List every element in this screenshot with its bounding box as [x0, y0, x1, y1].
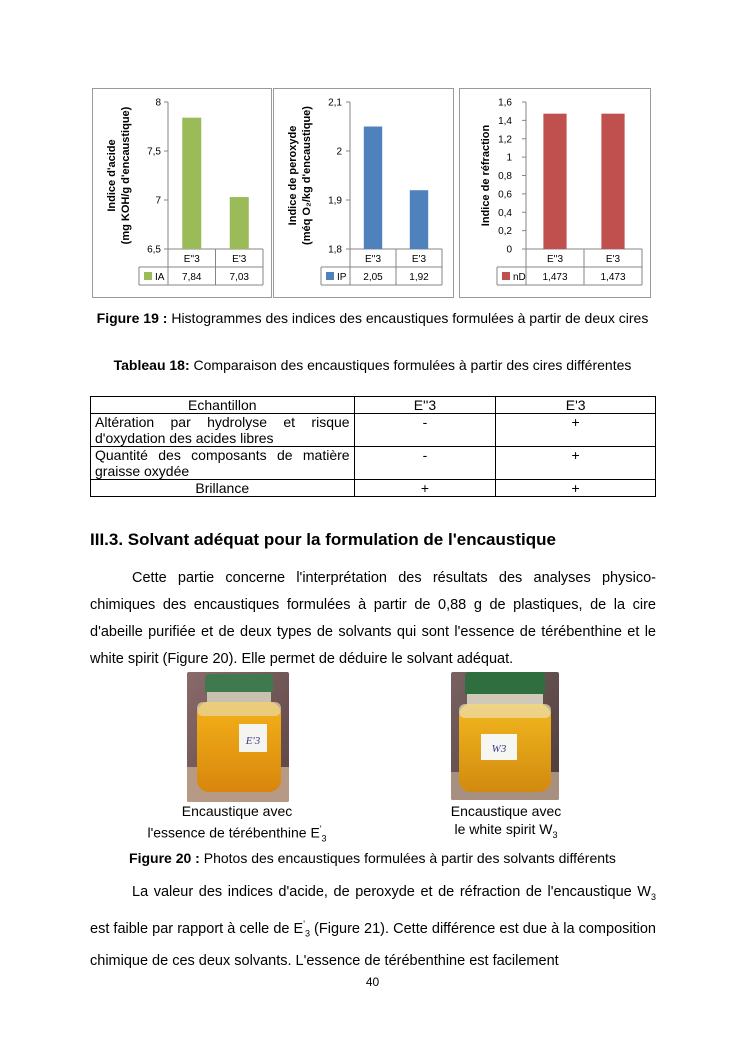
chart-peroxide-svg: [274, 89, 453, 297]
legend-series-label: IP: [337, 272, 347, 283]
chart-refraction-index: [459, 88, 651, 298]
category-label: E'3: [411, 254, 427, 265]
y-tick-label: 2: [336, 146, 342, 158]
table-cell: +: [354, 480, 496, 497]
table-header-row: [91, 397, 656, 414]
table-cell: -: [354, 414, 496, 447]
figure-20-caption: [80, 849, 665, 867]
y-axis-title: (méq O₂/kg d'encaustique): [301, 106, 313, 245]
table-header-cell: E'3: [496, 397, 656, 414]
paragraph-2-sup: ': [303, 918, 305, 929]
chart-peroxide-index: [273, 88, 454, 298]
jar-white-spirit-image: [451, 672, 559, 800]
photo-right-caption: [406, 802, 606, 844]
value-label: 1,92: [409, 272, 429, 283]
chart-refraction-svg: [460, 89, 650, 297]
jar-turpentine-image: [187, 672, 289, 802]
section-title: III.3. Solvant adéquat pour la formulation de l'encaustique: [90, 530, 556, 549]
y-tick-label: 0,6: [498, 189, 512, 201]
table-cell: Altération par hydrolyse et risque d'oxydation des acides libres: [91, 414, 355, 447]
figure-20-text: Photos des encaustiques formulées à partir des solvants différents: [203, 850, 616, 866]
y-tick-label: 0,2: [498, 226, 512, 238]
y-tick-label: 0: [506, 244, 512, 256]
paragraph-2: [90, 879, 656, 975]
bar: [230, 197, 249, 249]
bar: [410, 190, 428, 249]
table-cell: +: [496, 447, 656, 480]
photo-left-caption-prefix: l'essence de térébenthine E: [147, 824, 320, 841]
value-label: 2,05: [363, 272, 383, 283]
photo-left-caption-sup: ': [319, 824, 322, 834]
jar-label-text: W3: [491, 743, 507, 755]
photo-right-caption-sub: 3: [552, 829, 558, 840]
table-row: [91, 480, 656, 497]
table-cell: Brillance: [91, 480, 355, 497]
photo-left-caption-line2: [130, 820, 344, 847]
photo-right-caption-line1: Encaustique avec: [450, 803, 562, 819]
photo-right-caption-line2: [406, 820, 606, 844]
y-tick-label: 1,8: [328, 244, 342, 256]
table-row: [91, 414, 656, 447]
legend-series-label: IA: [155, 272, 165, 283]
category-label: E''3: [546, 254, 564, 265]
y-axis-title: (mg KOH/g d'encaustique): [120, 106, 132, 245]
y-tick-label: 1,2: [498, 134, 512, 146]
photo-left-caption-line1: Encaustique avec: [181, 803, 293, 819]
y-tick-label: 1,6: [498, 97, 512, 109]
photo-left-caption: [130, 802, 344, 847]
paragraph-2-sub: 3: [304, 928, 310, 939]
y-tick-label: 2,1: [328, 97, 342, 109]
y-tick-label: 1,4: [498, 115, 512, 127]
category-label: E'3: [605, 254, 621, 265]
table-cell: Quantité des composants de matière graisse oxydée: [91, 447, 355, 480]
comparison-table: [90, 396, 656, 497]
value-label: 1,473: [542, 272, 568, 283]
legend-swatch: [502, 272, 510, 280]
table-18-text: Comparaison des encaustiques formulées à partir des cires différentes: [193, 357, 632, 373]
legend-series-label: nD: [513, 272, 526, 283]
table-row: [91, 447, 656, 480]
y-tick-label: 7,5: [147, 146, 161, 158]
table-header-cell: Echantillon: [91, 397, 355, 414]
paragraph-2-text: est faible par rapport à celle de E: [90, 920, 304, 937]
table-18-caption: [90, 356, 655, 374]
y-tick-label: 6,5: [147, 244, 161, 256]
y-tick-label: 1: [506, 152, 512, 164]
paragraph-1-text: Cette partie concerne l'interprétation des résultats des analyses physico-chimiques des encaustiques formulées à partir de 0,88 g de plastiques, de la cire d'abeille purifiée et de deux types de solvants qui sont l'essence de térébenthine et le white spirit (Figure 20). Elle permet de déduire le solvant adéquat.: [90, 570, 656, 667]
paragraph-2-text: (Figure 21). Cette différence est due à la composition chimique de ces deux solvants. L'essence de térébenthine est facilement: [90, 920, 656, 969]
y-tick-label: 0,4: [498, 207, 512, 219]
y-axis-title: Indice de peroxyde: [287, 125, 299, 226]
photo-right-caption-prefix: le white spirit W: [454, 821, 553, 837]
y-axis-title: Indice de réfraction: [480, 124, 492, 227]
figure-19-text: Histogrammes des indices des encaustiques formulées à partir de deux cires: [171, 310, 649, 326]
value-label: 7,84: [182, 272, 202, 283]
bar: [543, 114, 566, 249]
paragraph-1: [90, 565, 656, 673]
table-cell: +: [496, 480, 656, 497]
y-axis-title: Indice d'acide: [106, 139, 118, 212]
chart-acid-svg: [93, 89, 271, 297]
category-label: E''3: [183, 254, 200, 265]
table-cell: -: [354, 447, 496, 480]
category-label: E''3: [364, 254, 382, 265]
figure-20-label: Figure 20 :: [129, 850, 200, 866]
value-label: 7,03: [229, 272, 249, 283]
y-tick-label: 0,8: [498, 171, 512, 182]
value-label: 1,473: [600, 272, 626, 283]
photo-jar-white-spirit: [451, 672, 559, 800]
bar: [364, 127, 382, 250]
bar: [182, 118, 201, 249]
bar: [601, 114, 624, 249]
photo-jar-turpentine: [187, 672, 289, 802]
photo-left-caption-sub: 3: [321, 833, 327, 844]
legend-swatch: [326, 272, 334, 280]
paragraph-2-text: La valeur des indices d'acide, de peroxyde et de réfraction de l'encaustique W: [132, 884, 651, 900]
table-header-cell: E''3: [354, 397, 496, 414]
page-number: 40: [365, 975, 380, 989]
table-cell: +: [496, 414, 656, 447]
paragraph-2-sub: 3: [650, 891, 656, 902]
y-tick-label: 8: [155, 97, 161, 109]
figure-19-label: Figure 19 :: [96, 310, 168, 326]
figure-19-caption: [90, 309, 655, 327]
chart-acid-index: [92, 88, 272, 298]
y-tick-label: 7: [155, 195, 161, 207]
legend-swatch: [144, 272, 152, 280]
y-tick-label: 1,9: [328, 195, 342, 207]
table-18-label: Tableau 18:: [113, 357, 190, 373]
jar-label-text: E'3: [245, 735, 261, 747]
category-label: E'3: [232, 254, 247, 265]
